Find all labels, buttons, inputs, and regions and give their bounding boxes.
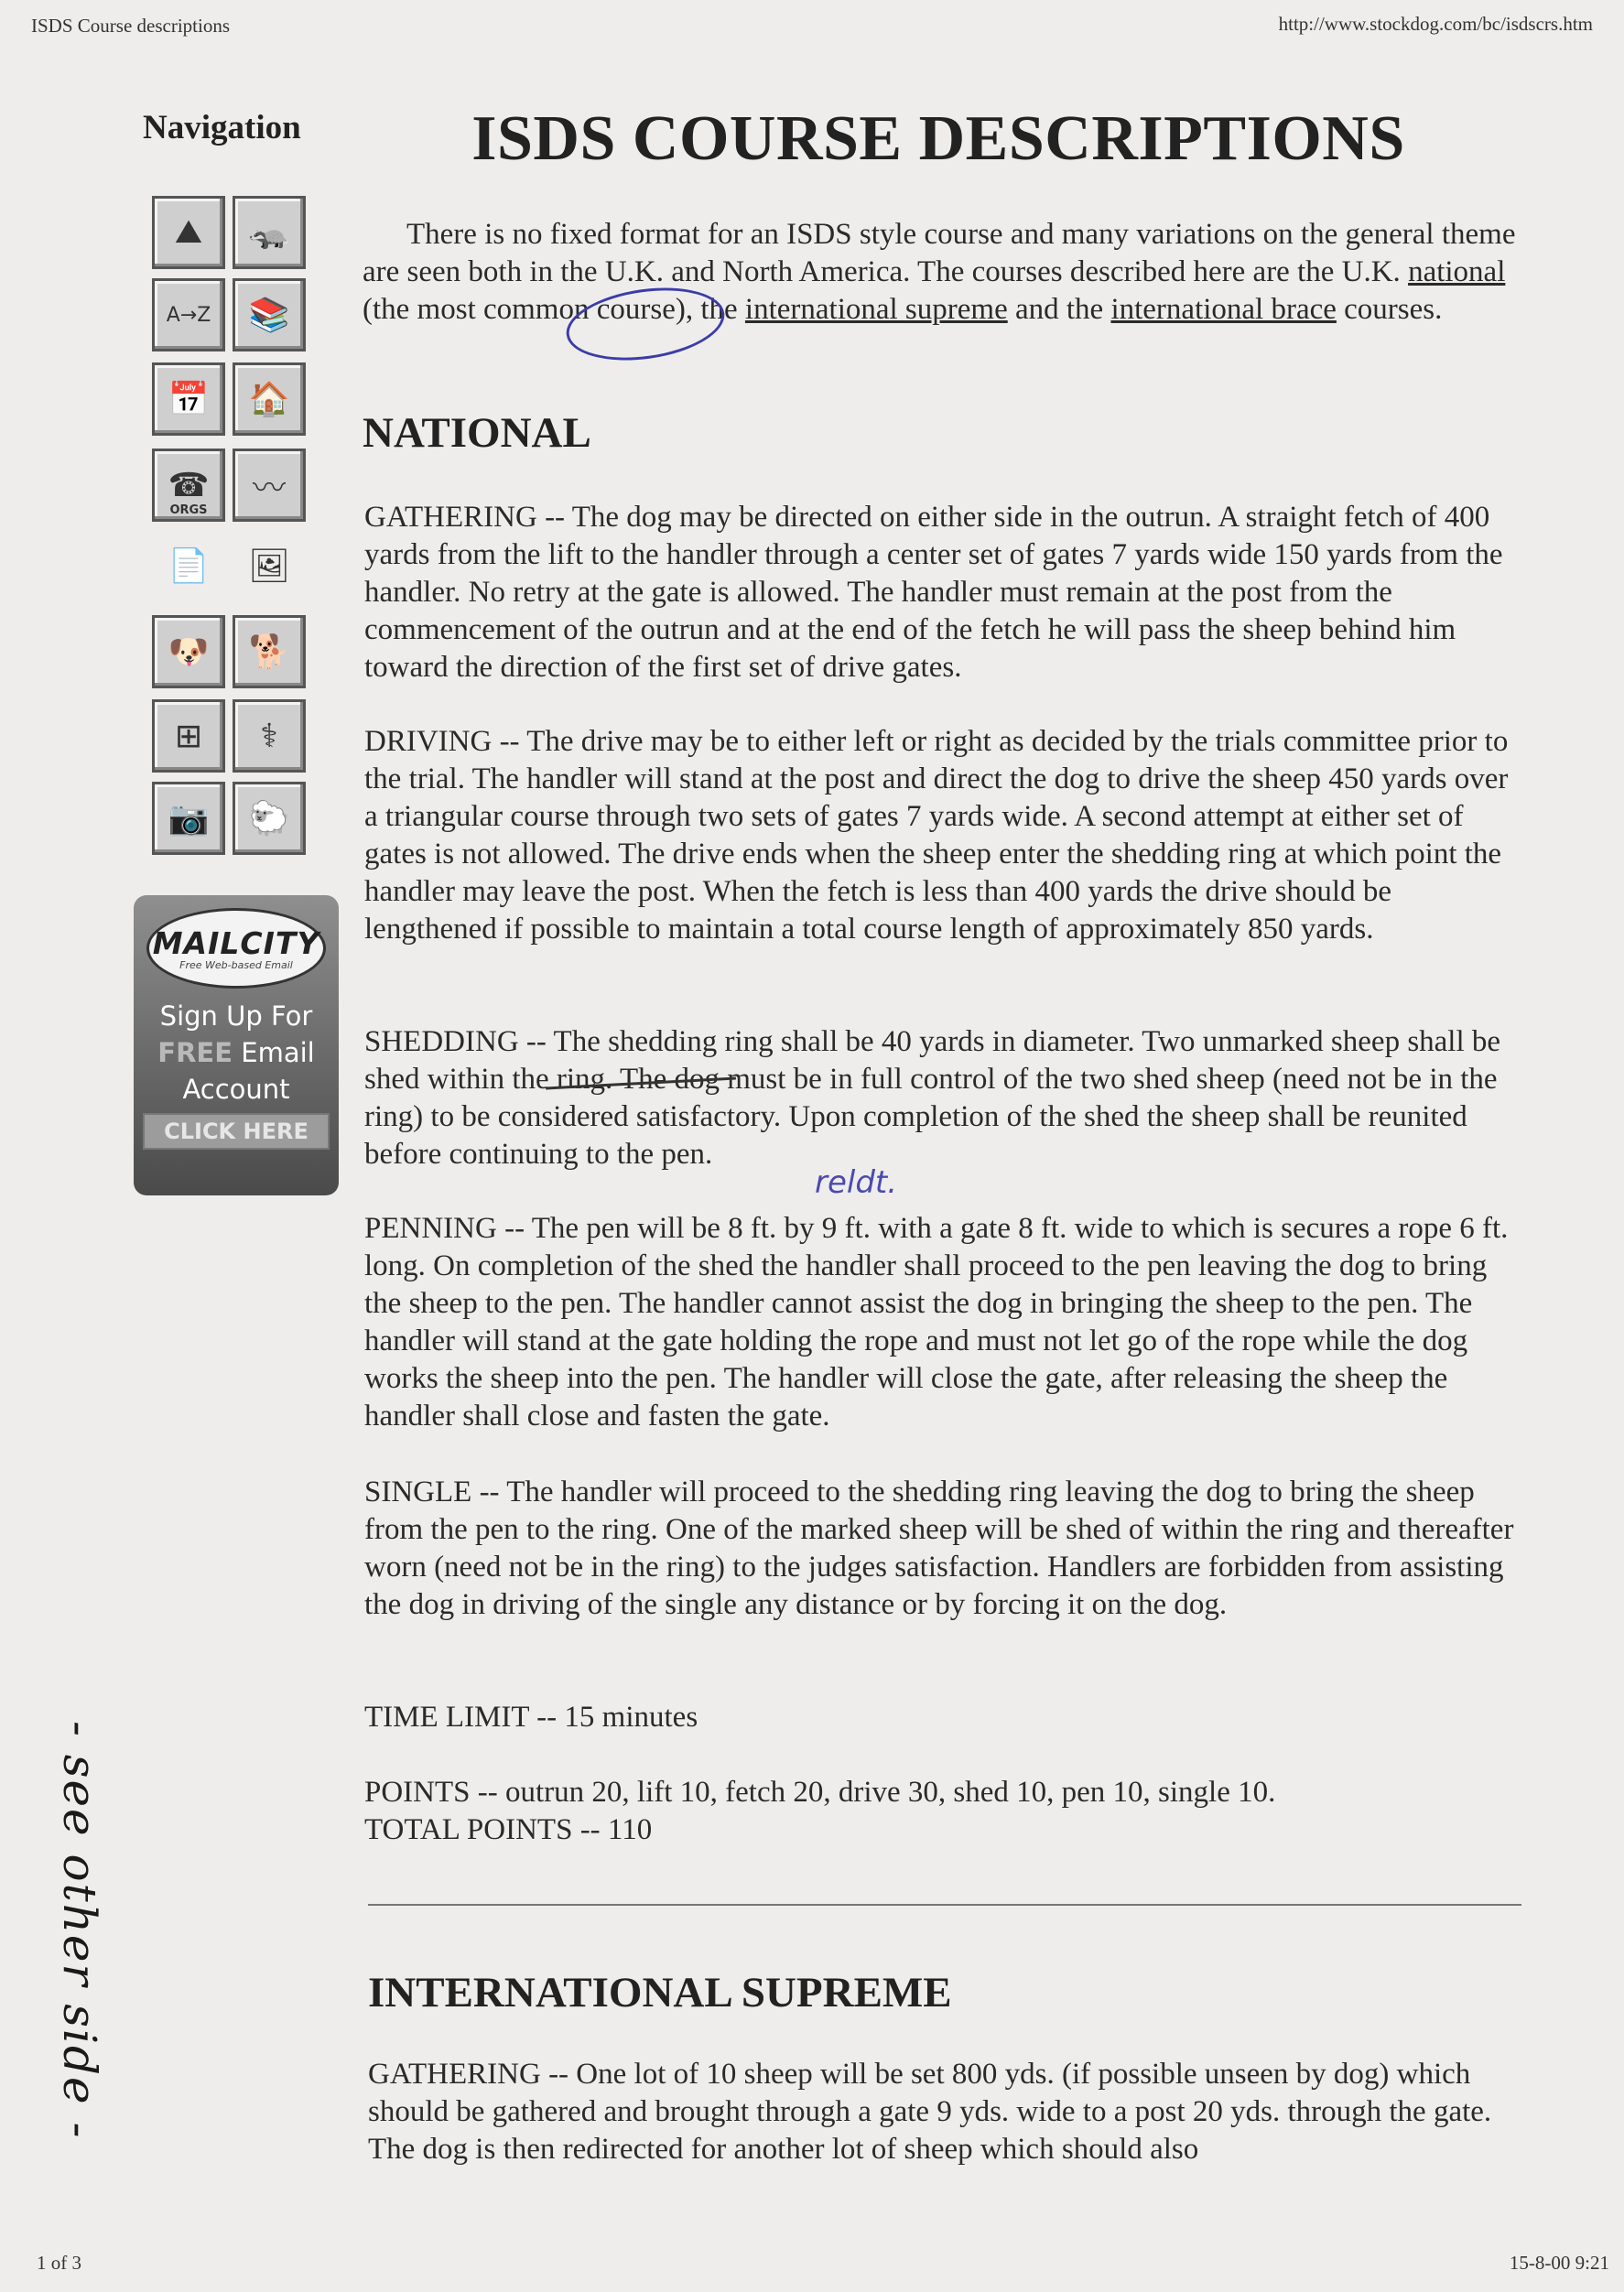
ad-free: FREE xyxy=(157,1037,233,1068)
a-to-z-icon[interactable]: A→Z xyxy=(152,278,225,351)
intro-text-1: There is no fixed format for an ISDS style course and many variations on the general theme are seen both in the U.K. and North America. The courses described here are the U.K. xyxy=(363,218,1516,288)
caduceus-icon[interactable]: ⚕ xyxy=(233,699,306,773)
ad-text xyxy=(134,998,339,1108)
org-chart-icon[interactable]: ⊞ xyxy=(152,699,225,773)
ad-line3: Account xyxy=(182,1074,290,1105)
handwritten-ink-note: reldt. xyxy=(815,1164,898,1201)
paragraph-gathering: GATHERING -- The dog may be directed on either side in the outrun. A straight fetch of 400 yards from the lift to the handler through a center set of gates 7 yards wide 150 yards from the handler. No retry at the gate is allowed. The handler must remain at the post from the commencement of the outrun and at the end of the fetch he will pass the sheep behind him toward the direction of the first set of drive gates. xyxy=(364,501,1503,684)
farm-icon[interactable]: 🏠 xyxy=(233,362,306,436)
sheep-icon[interactable]: 🐑 xyxy=(233,782,306,855)
classroom-icon[interactable]: 🖼 xyxy=(248,547,290,585)
link-international-brace[interactable]: international brace xyxy=(1110,293,1337,326)
map-icon[interactable]: 〰 xyxy=(233,449,306,522)
points-line: POINTS -- outrun 20, lift 10, fetch 20, drive 30, shed 10, pen 10, single 10. xyxy=(364,1776,1276,1809)
ad-line2 xyxy=(134,1034,339,1071)
print-header-url: http://www.stockdog.com/bc/isdscrs.htm xyxy=(1278,13,1593,35)
heading-national: NATIONAL xyxy=(363,409,591,457)
navigation-heading: Navigation xyxy=(143,109,301,146)
landscape-icon[interactable]: ⛰ xyxy=(152,196,225,269)
badger-icon[interactable]: 🦡 xyxy=(233,196,306,269)
dog-cartoon-icon[interactable]: 🐶 xyxy=(152,615,225,688)
ad-email: Email xyxy=(233,1037,315,1068)
camera-icon[interactable]: 📷 xyxy=(152,782,225,855)
running-dog-icon[interactable]: 🐕 xyxy=(233,615,306,688)
total-points: TOTAL POINTS -- 110 xyxy=(364,1813,653,1846)
intro-text-2: (the most common course), the xyxy=(363,293,745,326)
intro-text-3: and the xyxy=(1007,293,1111,326)
mailcity-ad-banner[interactable] xyxy=(134,895,339,1195)
books-icon[interactable]: 📚 xyxy=(233,278,306,351)
link-international-supreme[interactable]: international supreme xyxy=(744,293,1008,326)
intro-paragraph xyxy=(363,216,1525,329)
phone-orgs-icon[interactable]: ☎ ORGS xyxy=(152,449,225,522)
paragraph-shedding: SHEDDING -- The shedding ring shall be 40 yards in diameter. Two unmarked sheep shall be shed within the ring. The dog must be in full control of the two shed sheep (need not be in the ring) to be considered satisfactory. Upon completion of the shed the sheep shall be reunited before continuing to the pen. xyxy=(364,1025,1501,1171)
paragraph-single: SINGLE -- The handler will proceed to the shedding ring leaving the dog to bring the sheep from the pen to the ring. One of the marked sheep will be shed of within the ring and thereafter worn (need not be in the ring) to the judges satisfaction. Handlers are forbidden from assisting the dog in driving of the single any distance or by forcing it on the dog. xyxy=(364,1476,1514,1621)
print-timestamp: 15-8-00 9:21 xyxy=(1509,2252,1609,2274)
page-number: 1 of 3 xyxy=(37,2252,81,2274)
paragraph-driving: DRIVING -- The drive may be to either left or right as decided by the trials committee prior to the trial. The handler will stand at the post and direct the dog to drive the sheep 450 yards over a triangular course through two sets of gates 7 yards wide. A second attempt at either set of gates is not allowed. The drive ends when the sheep enter the shedding ring at which point the handler may leave the post. When the fetch is less than 400 yards the drive should be lengthened if possible to maintain a total course length of approximately 850 yards. xyxy=(364,725,1509,946)
link-national[interactable]: national xyxy=(1408,255,1506,288)
paragraph-penning: PENNING -- The pen will be 8 ft. by 9 ft. with a gate 8 ft. wide to which is secures a rope 6 ft. long. On completion of the shed the handler shall proceed to the pen leaving the dog to bring the sheep to the pen. The handler cannot assist the dog in bringing the sheep to the pen. The handler will stand at the gate holding the rope and must not let go of the rope while the dog works the sheep into the pen. The handler will close the gate, after releasing the sheep the handler shall close and fasten the gate. xyxy=(364,1212,1509,1432)
mailcity-logo xyxy=(146,908,326,989)
ad-line1: Sign Up For xyxy=(159,1000,313,1032)
paragraph-supreme-gathering: GATHERING -- One lot of 10 sheep will be set 800 yds. (if possible unseen by dog) which should be gathered and brought through a gate 9 yds. wide to a post 20 yds. through the gate. The dog is then redirected for another lot of sheep which should also xyxy=(368,2058,1492,2166)
handwritten-side-note: - see other side - xyxy=(53,1721,106,2140)
ad-click-here-button[interactable]: CLICK HERE xyxy=(143,1113,330,1150)
orgs-label: ORGS xyxy=(169,503,208,517)
intro-text-4: courses. xyxy=(1336,293,1443,326)
mailcity-tagline: Free Web-based Email xyxy=(179,959,293,971)
mailcity-brand: MAILCITY xyxy=(152,925,320,961)
calendar-icon[interactable]: 📅 xyxy=(152,362,225,436)
print-header-title: ISDS Course descriptions xyxy=(31,15,230,37)
heading-international-supreme: INTERNATIONAL SUPREME xyxy=(368,1969,952,2016)
page-title: ISDS COURSE DESCRIPTIONS xyxy=(471,103,1405,174)
time-limit: TIME LIMIT -- 15 minutes xyxy=(364,1701,698,1734)
document-icon[interactable]: 📄 xyxy=(168,547,210,585)
horizontal-rule xyxy=(368,1904,1521,1906)
